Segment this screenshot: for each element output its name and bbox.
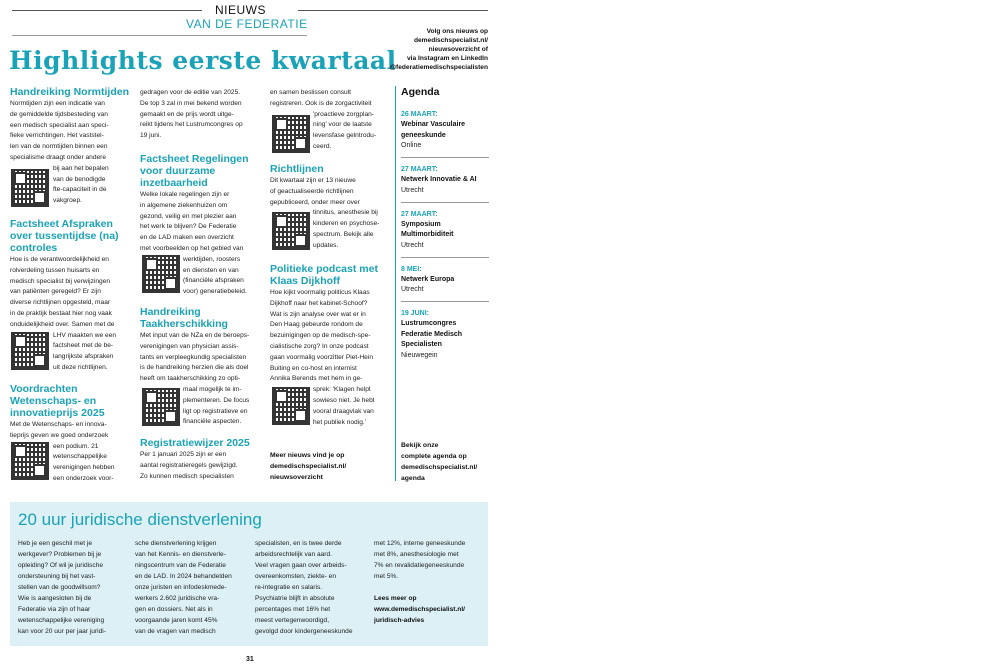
agenda-item: 19 JUNI: Lustrumcongres Federatie Medisch Specialisten Nieuwegein bbox=[401, 310, 463, 359]
qr-code-regelingen[interactable] bbox=[142, 255, 180, 293]
qr-code-registratiewijzer[interactable] bbox=[272, 115, 310, 153]
article-factsheet-controles: Factsheet Afspraken over tussentijdse (na) controles Hoe is de verantwoordelijkheid en rolverdeling tussen huisarts en medisch specialist bij verwijzingen van patiënten geregeld? Er zijn diverse richtlijnen opgesteld, maar in de praktijk bestaat hier nog vaak onduidelijkheid over. Samen met de LHV maakten we een factsheet met de be- langrijkste afspraken uit deze richtlijnen. bbox=[10, 218, 119, 371]
article-registratiewijzer: Registratiewijzer 2025 Per 1 januari 2025 zijn er een aantal registratieregels gewijzigd. Zo kunnen medisch specialisten bbox=[140, 437, 250, 480]
agenda-item: 27 MAART: Netwerk Innovatie & AI Utrecht bbox=[401, 166, 477, 194]
article-regelingen: Factsheet Regelingen voor duurzame inzetbaarheid Welke lokale regelingen zijn er in algemene ziekenhuizen om gezond, veilig en met plezier aan het werk te blijven? De Federatie en de LAD maken een overzicht met voorbeelden op het gebied van werktijden, roosters en diensten en van (financiële afspraken voor) generatiebeleid. bbox=[140, 153, 249, 296]
article-taakherschikking: Handreiking Taakherschikking Met input van de NZa en de beroeps- verenigingen van physician assis- tants en verpleegkundig specialisten is de handreiking herzien die als doel heeft om taakherschikking zo opti- maal mogelijk te im- plementeren. De focus ligt op registratieve en financiële aspecten. bbox=[140, 306, 250, 426]
qr-code-voordrachten[interactable] bbox=[11, 442, 49, 480]
article-voordrachten-continued: gedragen voor de editie van 2025. De top 3 zal in mei bekend worden gemaakt en de prijs wordt uitge- reikt tijdens het Lustrumcongres op 19 juni. bbox=[140, 89, 243, 140]
box-column-4: met 12%, interne geneeskunde met 8%, anesthesiologie met 7% en revalidatiegeneeskunde met 5%. Lees meer op www.demedischspecialist.nl/ juridisch-advies bbox=[374, 538, 486, 626]
article-podcast: Politieke podcast met Klaas Dijkhoff Hoe kijkt voormalig politicus Klaas Dijkhoff naar het kabinet-Schoof? Wat is zijn analyse over wat er in Den Haag gebeurde rondom de bezuinigingen op de medisch-spe- cialistische zorg? In onze podcast gaan voormalig voorzitter Piet-Hein Buiting en co-host en internist Annika Berends met hem in ge- sprek: 'Klagen helpt sowieso niet. Je hebt vooral draagvlak van het publiek nodig.' bbox=[270, 263, 378, 426]
agenda-item: 27 MAART: Symposium Multimorbiditeit Utrecht bbox=[401, 210, 454, 249]
agenda-item: 8 MEI: Netwerk Europa Utrecht bbox=[401, 265, 455, 293]
legal-services-box bbox=[10, 502, 488, 646]
article-registratiewijzer-continued: en samen beslissen consult registreren. Ook is de zorgactiviteit 'proactieve zorgplan- ning' voor de laatste levensfase gelntrodu- ceerd. bbox=[270, 89, 377, 150]
page-title: Highlights eerste kwartaal bbox=[9, 46, 397, 75]
page-number: 31 bbox=[246, 656, 254, 663]
box-column-2: sche dienstverlening krijgen van het Kennis- en dienstverle- ningscentrum van de Federatie en de LAD. In 2024 behandelden onze juristen en infodeskmede- werkers 2.602 juridische vra- gen en dossiers. Net als in voorgaande jaren komt 45% van de vragen van medisch bbox=[135, 540, 232, 635]
qr-code-podcast[interactable] bbox=[272, 387, 310, 425]
agenda-divider bbox=[395, 86, 396, 481]
qr-code-richtlijnen[interactable] bbox=[272, 212, 310, 250]
subsection-label: VAN DE FEDERATIE bbox=[186, 17, 308, 31]
box-column-3: specialisten, en is twee derde arbeidsrechtelijk van aard. Veel vragen gaan over arbeids- overeenkomsten, ziekte- en re-integratie en salaris. Psychiatrie blijft in absolute percentages met 16% het meest vertegenwoordigd, gevolgd door kindergeneeskunde bbox=[255, 540, 353, 635]
article-normtijden: Handreiking Normtijden Normtijden zijn een indicatie van de gemiddelde tijdsbesteding van een medisch specialist aan speci- fieke verrichtingen. Het vaststel- len van de normtijden binnen een specialisme draagt onder andere bij aan het bepalen van de benodigde fte-capaciteit in de vakgroep. bbox=[10, 86, 130, 205]
follow-block: Volg ons nieuws op demedischspecialist.nl/ nieuwsoverzicht of via Instagram en LinkedIn @federatiemedischspecialisten bbox=[389, 28, 488, 71]
section-label: NIEUWS bbox=[215, 3, 266, 17]
box-column-1: Heb je een geschil met je werkgever? Problemen bij je opleiding? Of wil je juridische ondersteuning bij het vast- stellen van de goodwillsom? Wie is aangesloten bij de Federatie via zijn of haar wetenschappelijke vereniging kan voor 20 uur per jaar juridi- bbox=[18, 540, 106, 635]
qr-code-taakherschikking[interactable] bbox=[142, 388, 180, 426]
agenda-title: Agenda bbox=[401, 86, 440, 98]
article-richtlijnen: Richtlijnen Dit kwartaal zijn er 13 nieuwe of geactualiseerde richtlijnen gepubliceerd, onder meer over tinnitus, anesthesie bij kinderen en psychose- spectrum. Bekijk alle updates. bbox=[270, 163, 380, 249]
legal-advice-link[interactable]: Lees meer op www.demedischspecialist.nl/ juridisch-advies bbox=[374, 595, 465, 624]
more-news-link[interactable]: Meer nieuws vind je op demedischspecialist.nl/ nieuwsoverzicht bbox=[270, 452, 347, 481]
agenda bbox=[401, 86, 489, 361]
article-voordrachten: Voordrachten Wetenschaps- en innovatieprijs 2025 Met de Wetenschaps- en innova- tieprijs geven we goed onderzoek een podium. 21 wetenschappelijke verenigingen hebben een onderzoek voor- bbox=[10, 383, 115, 482]
agenda-item: 26 MAART: Webinar Vasculaire geneeskunde Online bbox=[401, 111, 466, 149]
box-title: 20 uur juridische dienstverlening bbox=[18, 510, 262, 529]
qr-code-normtijden[interactable] bbox=[11, 169, 49, 207]
agenda-footer-link[interactable]: Bekijk onze complete agenda op demedischspecialist.nl/ agenda bbox=[401, 442, 478, 482]
qr-code-factsheet[interactable] bbox=[11, 332, 49, 370]
